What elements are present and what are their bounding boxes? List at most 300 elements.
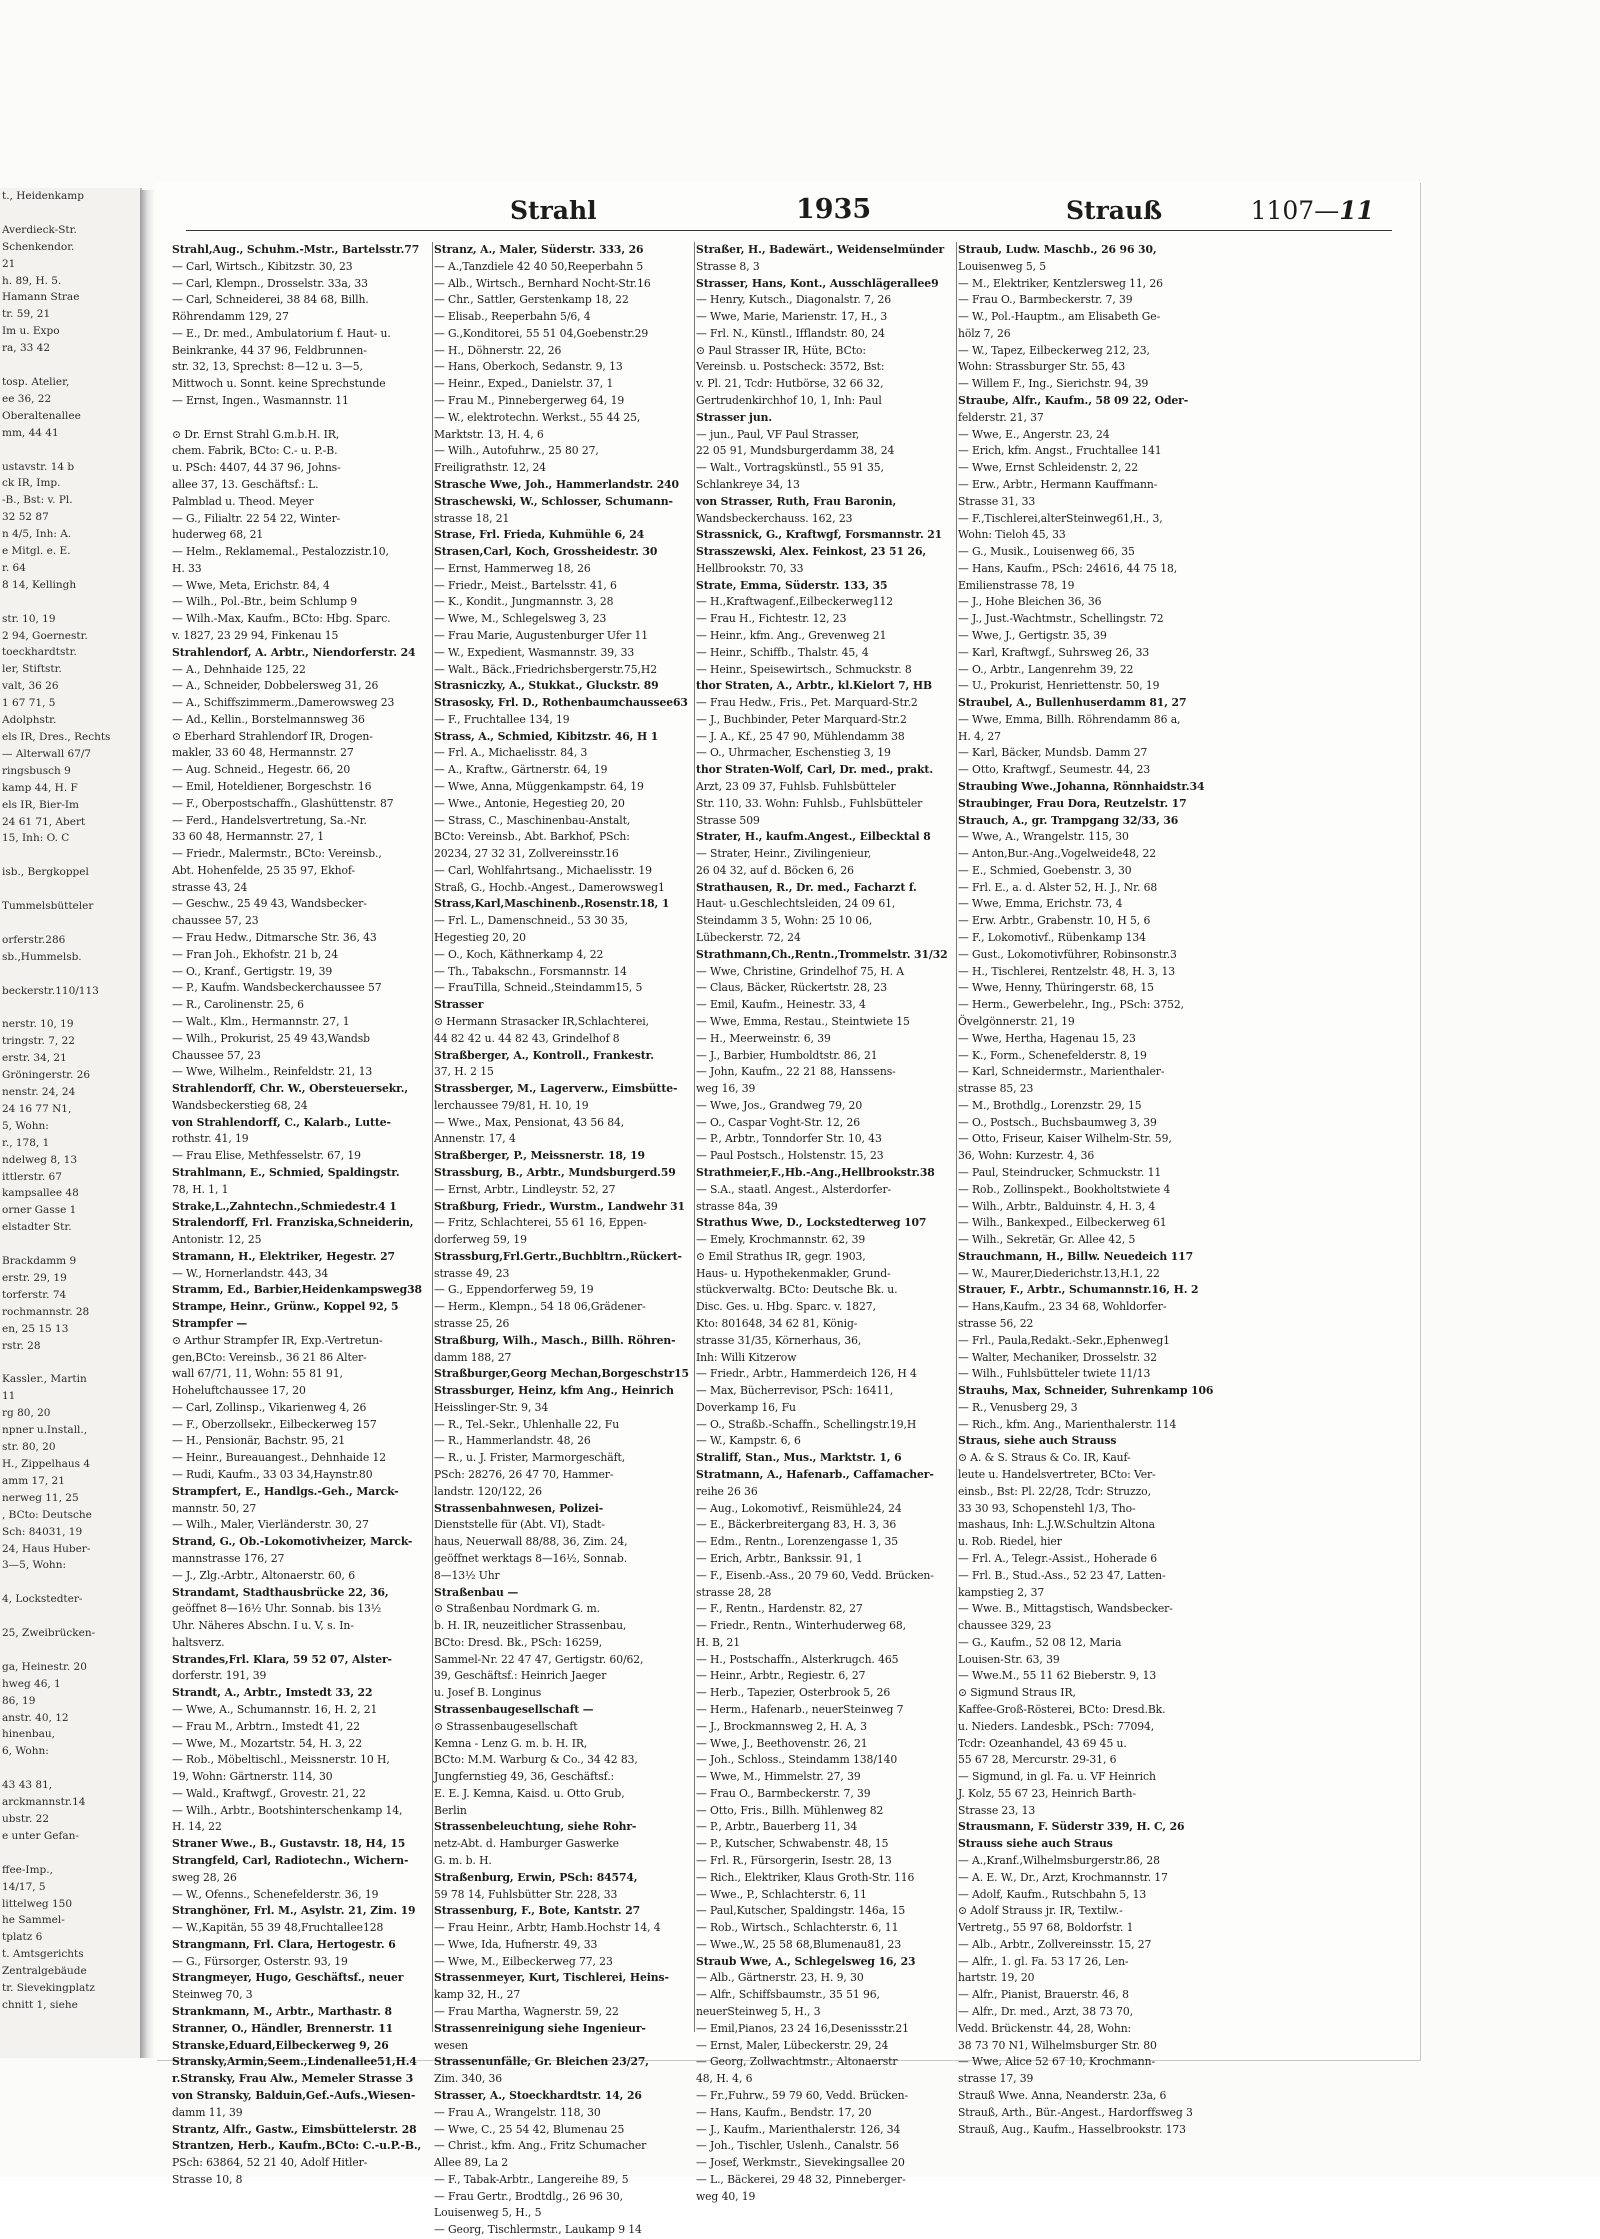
directory-entry-line: Strangmann, Frl. Clara, Hertogestr. 6 (172, 1937, 396, 1951)
directory-entry-line: Arzt, 23 09 37, Fuhlsb. Fuhlsbütteler (696, 780, 896, 793)
directory-entry-line: Straubing Wwe.,Johanna, Rönnhaidstr.34 (958, 780, 1205, 793)
directory-entry-line: u. Josef B. Longinus (434, 1686, 542, 1700)
facing-page-line: 5, Wohn: (2, 1119, 49, 1132)
directory-entry-line: — O., Koch, Käthnerkamp 4, 22 (434, 947, 604, 961)
directory-entry-line: — Wwe, A., Wrangelstr. 115, 30 (958, 830, 1129, 844)
directory-entry-line: ⊙ Dr. Ernst Strahl G.m.b.H. IR, (172, 427, 340, 441)
directory-entry-line: — Wald., Kraftwgf., Grovestr. 21, 22 (172, 1786, 366, 1800)
directory-entry-line: neuerSteinweg 5, H., 3 (696, 2005, 821, 2019)
directory-entry-line: J. Kolz, 55 67 23, Heinrich Barth- (958, 1786, 1136, 1800)
directory-entry-line: ⊙ Straßenbau Nordmark G. m. (434, 1602, 601, 1616)
directory-entry-line: — J., Zlg.-Arbtr., Altonaerstr. 60, 6 (172, 1568, 355, 1582)
directory-entry-line: — Hans, Kaufm., Bendstr. 17, 20 (696, 2105, 872, 2119)
facing-page-line (0, 1760, 140, 1777)
directory-entry-line: — Frl. L., Damenschneid., 53 30 35, (434, 914, 628, 928)
directory-entry-line: Strassenbeleuchtung, siehe Rohr- (434, 1820, 637, 1834)
directory-entry-line: — Ernst, Arbtr., Lindleystr. 52, 27 (434, 1182, 616, 1196)
facing-page-line: ringsbusch 9 (2, 764, 71, 777)
directory-entry-line: — A., Kraftw., Gärtnerstr. 64, 19 (434, 763, 608, 777)
directory-entry-line: — Karl, Bäcker, Mundsb. Damm 27 (958, 746, 1148, 760)
directory-entry-line: ⊙ Paul Strasser IR, Hüte, BCto: (696, 343, 866, 357)
directory-entry-line: — G., Musik., Louisenweg 66, 35 (958, 545, 1135, 559)
directory-entry-line: — Joh., Tischler, Uslenh., Canalstr. 56 (696, 2139, 899, 2153)
column-divider (956, 242, 957, 2032)
facing-page-line: r. 64 (2, 561, 26, 574)
directory-entry-line: — U., Prokurist, Henriettenstr. 50, 19 (958, 679, 1160, 693)
directory-entry-line: — S.A., staatl. Angest., Alsterdorfer- (696, 1182, 892, 1196)
facing-page-line: Brackdamm 9 (2, 1255, 77, 1268)
directory-entry-line: — Wwe, M., Eilbeckerweg 77, 23 (434, 1954, 613, 1968)
directory-entry-line: — Frl., Paula,Redakt.-Sekr.,Ephenweg1 (958, 1333, 1170, 1347)
facing-page-line: tringstr. 7, 22 (2, 1035, 75, 1048)
directory-entry-line: — Erich, kfm. Angst., Fruchtallee 141 (958, 444, 1162, 458)
directory-entry-line: — Rob., Wirtsch., Schlachterstr. 6, 11 (696, 1921, 899, 1935)
directory-entry-line: — Friedr., Arbtr., Hammerdeich 126, H 4 (696, 1367, 917, 1381)
directory-entry-line: strasse 85, 23 (958, 1082, 1034, 1096)
directory-entry-line: Strauß Wwe. Anna, Neanderstr. 23a, 6 (958, 2088, 1167, 2102)
directory-entry-line: — Wwe, Christine, Grindelhof 75, H. A (696, 964, 904, 978)
directory-entry-line: 48, H. 4, 6 (696, 2072, 753, 2086)
directory-entry-line: — Hans,Kaufm., 23 34 68, Wohldorfer- (958, 1300, 1167, 1314)
directory-entry-line: u. PSch: 4407, 44 37 96, Johns- (172, 461, 341, 475)
facing-page-line: ga, Heinestr. 20 (2, 1660, 87, 1673)
directory-entry-line: Strasser, A., Stoeckhardtstr. 14, 26 (434, 2088, 642, 2102)
directory-entry-line: — P., Kutscher, Schwabenstr. 48, 15 (696, 1837, 889, 1851)
directory-entry-line: — Wwe, M., Schlegelsweg 3, 23 (434, 612, 607, 626)
directory-entry-line: Strauß, Aug., Kaufm., Hasselbrookstr. 173 (958, 2122, 1186, 2136)
directory-entry-line: Emilienstrasse 78, 19 (958, 578, 1075, 592)
directory-entry-line: — Aug., Lokomotivf., Reismühle24, 24 (696, 1501, 902, 1515)
directory-entry-line: Straus, siehe auch Strauss (958, 1434, 1117, 1448)
directory-entry-line: — J., Kaufm., Marienthalerstr. 126, 34 (696, 2122, 901, 2136)
directory-entry-line: — W., Hornerlandstr. 443, 34 (172, 1266, 329, 1280)
directory-entry-line: Louisenweg 5, 5 (958, 259, 1047, 273)
directory-entry-line: — P., Arbtr., Tonndorfer Str. 10, 43 (696, 1132, 882, 1146)
directory-entry-line: — Strass, C., Maschinenbau-Anstalt, (434, 813, 631, 827)
directory-entry-line: — F., Fruchtallee 134, 19 (434, 712, 570, 726)
directory-entry-line: 37, H. 2 15 (434, 1065, 494, 1079)
directory-entry-line: strasse 25, 26 (434, 1317, 510, 1330)
directory-entry-line: Straubel, A., Bullenhuserdamm 81, 27 (958, 696, 1187, 710)
directory-entry-line: Strandes,Frl. Klara, 59 52 07, Alster- (172, 1652, 392, 1666)
directory-entry-line: — H., Tischlerei, Rentzelstr. 48, H. 3, 13 (958, 964, 1176, 978)
directory-entry-line: — Rudi, Kaufm., 33 03 34,Haynstr.80 (172, 1468, 373, 1482)
directory-entry-line: — J., Hohe Bleichen 36, 36 (958, 595, 1102, 609)
directory-entry-line: Chaussee 57, 23 (172, 1048, 261, 1062)
directory-entry-line: ⊙ Strassenbaugesellschaft (434, 1719, 578, 1733)
directory-entry-line: Strassenburg, F., Bote, Kantstr. 27 (434, 1904, 641, 1918)
directory-entry-line: — Wwe, Meta, Erichstr. 84, 4 (172, 578, 330, 592)
directory-entry-line: rothstr. 41, 19 (172, 1132, 249, 1146)
facing-page-line (0, 442, 140, 459)
directory-entry-line: — Anton,Bur.-Ang.,Vogelweide48, 22 (958, 847, 1157, 861)
directory-entry-line: — Wwe, E., Angerstr. 23, 24 (958, 427, 1110, 441)
directory-entry-line: Haut- u.Geschlechtsleiden, 24 09 61, (696, 897, 896, 911)
directory-entry-line: 26 04 32, auf d. Böcken 6, 26 (696, 863, 854, 877)
directory-entry-line: Louisenweg 5, H., 5 (434, 2206, 542, 2220)
directory-entry-line: Straßberger, A., Kontroll., Frankestr. (434, 1048, 654, 1062)
directory-entry-line: Strantz, Alfr., Gastw., Eimsbüttelerstr. 28 (172, 2122, 417, 2136)
facing-page-line: , BCto: Deutsche (2, 1508, 92, 1521)
directory-entry-line: — Frau M., Pinnebergerweg 64, 19 (434, 394, 625, 408)
directory-entry-line: — Friedr., Malermstr., BCto: Vereinsb., (172, 847, 382, 861)
facing-page-line (0, 1236, 140, 1253)
facing-page-line: t., Heidenkamp (2, 190, 84, 202)
directory-entry-line: — Ferd., Handelsvertretung, Sa.-Nr. (172, 813, 367, 827)
directory-entry-line: — Frau Heinr., Arbtr, Hamb.Hochstr 14, 4 (434, 1921, 661, 1935)
directory-entry-line: — Karl, Schneidermstr., Marienthaler- (958, 1065, 1165, 1079)
directory-entry-line: — Walter, Mechaniker, Drosselstr. 32 (958, 1350, 1158, 1364)
facing-page-line: Im u. Expo (2, 325, 60, 338)
directory-entry-line: Wohn: Strassburger Str. 55, 43 (958, 360, 1126, 374)
directory-entry-line: Strandt, A., Arbtr., Imstedt 33, 22 (172, 1686, 373, 1700)
facing-page-line: t. Amtsgerichts (2, 1948, 84, 1961)
directory-entry-line: Hegestieg 20, 20 (434, 931, 526, 945)
directory-entry-line: — E., Schmied, Goebenstr. 3, 30 (958, 863, 1132, 877)
directory-entry-line: netz-Abt. d. Hamburger Gaswerke (434, 1837, 619, 1851)
directory-entry-line: H. 4, 27 (958, 729, 1001, 743)
directory-page (156, 182, 1420, 2237)
directory-entry-line: Strahlendorff, Chr. W., Obersteuersekr., (172, 1082, 409, 1096)
directory-entry-line: — E., Dr. med., Ambulatorium f. Haut- u. (172, 326, 391, 340)
directory-entry-line: — H., Pensionär, Bachstr. 95, 21 (172, 1434, 346, 1448)
facing-page-line: — Alterwall 67/7 (2, 747, 92, 760)
directory-entry-line: — R., Hammerlandstr. 48, 26 (434, 1434, 591, 1448)
directory-entry-line: 22 05 91, Mundsburgerdamm 38, 24 (696, 444, 895, 458)
facing-page-line: Tummelsbütteler (2, 900, 94, 913)
directory-entry-line: — Emil,Pianos, 23 24 16,Desenissstr.21 (696, 2021, 909, 2035)
directory-entry-line: — E., Bäckerbreitergang 83, H. 3, 36 (696, 1518, 897, 1532)
directory-entry-line: — Wilh., Sekretär, Gr. Allee 42, 5 (958, 1233, 1136, 1247)
directory-entry-line: Röhrendamm 129, 27 (172, 310, 289, 324)
directory-entry-line: — J., Buchbinder, Peter Marquard-Str.2 (696, 712, 907, 726)
directory-entry-line: v. 1827, 23 29 94, Finkenau 15 (172, 628, 339, 642)
facing-page-line: hweg 46, 1 (2, 1677, 61, 1690)
directory-entry-line: BCto: Dresd. Bk., PSch: 16259, (434, 1635, 603, 1649)
directory-entry-line: thor Straten-Wolf, Carl, Dr. med., prakt. (696, 763, 933, 777)
directory-entry-line: — Frl. N., Künstl., Ifflandstr. 80, 24 (696, 326, 885, 340)
directory-entry-line: hartstr. 19, 20 (958, 1971, 1035, 1985)
facing-page-line: chnitt 1, siehe (2, 1998, 78, 2011)
directory-entry-line: — R., u. J. Frister, Marmorgeschäft, (434, 1451, 626, 1465)
facing-page-line: erstr. 29, 19 (2, 1272, 67, 1284)
column-3 (696, 242, 954, 2203)
facing-page-line: str. 80, 20 (2, 1441, 56, 1454)
facing-page-line: h. 89, H. 5. (2, 274, 62, 287)
directory-entry-line: Doverkamp 16, Fu (696, 1400, 796, 1414)
directory-entry-line: Strate, Emma, Süderstr. 133, 35 (696, 578, 888, 592)
directory-entry-line: — Wwe, M., Mozartstr. 54, H. 3, 22 (172, 1736, 363, 1750)
directory-entry-line: — G., Kaufm., 52 08 12, Maria (958, 1635, 1122, 1649)
facing-page-line: str. 10, 19 (2, 612, 56, 625)
directory-entry-line: strasse 43, 24 (172, 880, 248, 894)
directory-entry-line: Strasosky, Frl. D., Rothenbaumchaussee63 (434, 696, 688, 710)
directory-entry-line: — O., Straßb.-Schaffn., Schellingstr.19,H (696, 1417, 917, 1431)
directory-entry-line: Str. 110, 33. Wohn: Fuhlsb., Fuhlsbütteler (696, 796, 923, 810)
directory-entry-line: huderweg 68, 21 (172, 528, 264, 542)
directory-entry-line: — F., Lokomotivf., Rübenkamp 134 (958, 931, 1146, 945)
facing-page-line: anstr. 40, 12 (2, 1711, 69, 1724)
facing-page-line: n 4/5, Inh: A. (2, 528, 72, 541)
directory-entry-line: 38 73 70 N1, Wilhelmsburger Str. 80 (958, 2038, 1157, 2052)
directory-entry-line: — Josef, Werkmstr., Sievekingsallee 20 (696, 2156, 905, 2170)
directory-entry-line: — Alb., Wirtsch., Bernhard Nocht-Str.16 (434, 276, 651, 290)
directory-entry-line: — Wwe, Wilhelm., Reinfeldstr. 21, 13 (172, 1065, 373, 1079)
directory-entry-line: — Wilh., Autofuhrw., 25 80 27, (434, 444, 599, 458)
directory-entry-line: — Herm., Klempn., 54 18 06,Grädener- (434, 1300, 646, 1314)
directory-entry-line: Vereinsb. u. Postscheck: 3572, Bst: (696, 360, 885, 374)
directory-entry-line: Straub Wwe, A., Schlegelsweg 16, 23 (696, 1954, 916, 1968)
directory-entry-line: — Frl. A., Michaelisstr. 84, 3 (434, 746, 588, 760)
facing-page-line: 2 94, Goernestr. (2, 629, 88, 642)
column-1 (172, 242, 430, 2186)
directory-entry-line: Mittwoch u. Sonnt. keine Sprechstunde (172, 377, 386, 391)
directory-entry-line: Jungfernstieg 49, 36, Geschäftsf.: (434, 1770, 615, 1784)
directory-entry-line: mashaus, Inh: L.J.W.Schultzin Altona (958, 1518, 1155, 1532)
running-header (186, 188, 1392, 234)
facing-page-line: 25, Zweibrücken- (2, 1627, 96, 1640)
directory-entry-line: ⊙ Hermann Strasacker IR,Schlachterei, (434, 1014, 649, 1028)
directory-entry-line: Stratmann, A., Hafenarb., Caffamacher- (696, 1468, 934, 1482)
directory-entry-line: Strahl,Aug., Schuhm.-Mstr., Bartelsstr.77 (172, 243, 420, 256)
directory-entry-line: dorferstr. 191, 39 (172, 1669, 267, 1683)
facing-page-line: kamp 44, H. F (2, 781, 78, 794)
directory-entry-line: — Frau Marie, Augustenburger Ufer 11 (434, 628, 649, 642)
directory-entry-line: Kto: 801648, 34 62 81, König- (696, 1317, 858, 1330)
header-rule (186, 230, 1392, 231)
directory-entry-line: — Wwe.,W., 25 58 68,Blumenau81, 23 (696, 1937, 902, 1951)
directory-entry-line: — K., Kondit., Jungmannstr. 3, 28 (434, 595, 614, 609)
directory-entry-line: — Alfr., Schiffsbaumstr., 35 51 96, (696, 1988, 880, 2002)
directory-entry-line: Straßenbau — (434, 1585, 519, 1599)
directory-entry-line: G. m. b. H. (434, 1854, 492, 1867)
directory-entry-line: Strassburger, Heinz, kfm Ang., Heinrich (434, 1384, 674, 1398)
directory-entry-line: ⊙ Adolf Strauss jr. IR, Textilw.- (958, 1904, 1123, 1918)
directory-entry-line: Strangmeyer, Hugo, Geschäftsf., neuer (172, 1971, 404, 1985)
directory-entry-line: Strahlmann, E., Schmied, Spaldingstr. (172, 1165, 400, 1179)
directory-entry-line: — Hans, Kaufm., PSch: 24616, 44 75 18, (958, 561, 1178, 575)
facing-page-line (0, 881, 140, 898)
directory-entry-line: — Wwe, Marie, Marienstr. 17, H., 3 (696, 310, 888, 324)
directory-entry-line: — Heinr., Exped., Danielstr. 37, 1 (434, 377, 614, 391)
directory-entry-line: — Rob., Möbeltischl., Meissnerstr. 10 H, (172, 1753, 390, 1767)
directory-entry-line: Hoheluftchaussee 17, 20 (172, 1384, 306, 1398)
directory-entry-line: — Wwe, Emma, Billh. Röhrendamm 86 a, (958, 712, 1181, 726)
directory-entry-line: — Emil, Kaufm., Heinestr. 33, 4 (696, 998, 866, 1012)
directory-entry-line: Annenstr. 17, 4 (434, 1132, 516, 1146)
directory-entry-line: 55 67 28, Mercurstr. 29-31, 6 (958, 1753, 1117, 1767)
directory-entry-line: wesen (434, 2038, 469, 2052)
facing-page-line: erstr. 34, 21 (2, 1052, 67, 1065)
directory-entry-line: Schlankreye 34, 13 (696, 477, 800, 491)
directory-entry-line: geöffnet 8—16½ Uhr. Sonnab. bis 13½ (172, 1602, 382, 1616)
directory-entry-line: Stramann, H., Elektriker, Hegestr. 27 (172, 1249, 395, 1263)
directory-entry-line: lerchaussee 79/81, H. 10, 19 (434, 1098, 589, 1112)
directory-entry-line: — Helm., Reklamemal., Pestalozzistr.10, (172, 545, 389, 559)
directory-entry-line: — M., Elektriker, Kentzlersweg 11, 26 (958, 276, 1163, 290)
directory-entry-line: damm 11, 39 (172, 2105, 243, 2119)
directory-entry-line: Strassburg, B., Arbtr., Mundsburgerd.59 (434, 1165, 676, 1179)
facing-page-line: 21 (2, 257, 16, 270)
directory-entry-line: — A.,Tanzdiele 42 40 50,Reeperbahn 5 (434, 259, 644, 273)
directory-entry-line: 20234, 27 32 31, Zollvereinsstr.16 (434, 847, 619, 861)
directory-entry-line: — Alfr., 1. gl. Fa. 53 17 26, Len- (958, 1954, 1129, 1968)
directory-entry-line: chaussee 329, 23 (958, 1619, 1052, 1633)
directory-entry-line: Wandsbeckerchauss. 162, 23 (696, 511, 853, 525)
directory-entry-line: Stranske,Eduard,Eilbeckerweg 9, 26 (172, 2038, 389, 2052)
directory-entry-line: Strampfer — (172, 1317, 248, 1330)
directory-entry-line: Straßburg, Friedr., Wurstm., Landwehr 31 (434, 1199, 685, 1213)
directory-entry-line: — Heinr., Schiffb., Thalstr. 45, 4 (696, 645, 869, 659)
directory-entry-line: — F., Eisenb.-Ass., 20 79 60, Vedd. Brücken- (696, 1568, 934, 1582)
directory-entry-line: Strathausen, R., Dr. med., Facharzt f. (696, 880, 917, 894)
directory-entry-line: — P., Arbtr., Bauerberg 11, 34 (696, 1820, 858, 1834)
directory-entry-line: 59 78 14, Fuhlsbütter Str. 228, 33 (434, 1887, 618, 1901)
directory-entry-line: 33 60 48, Hermannstr. 27, 1 (172, 830, 324, 844)
facing-page-line: 24 16 77 N1, (2, 1102, 72, 1115)
directory-entry-line: Strasse 509 (696, 813, 760, 827)
directory-entry-line: 39, Geschäftsf.: Heinrich Jaeger (434, 1669, 607, 1683)
directory-entry-line: Strathmann,Ch.,Rentn.,Trommelstr. 31/32 (696, 947, 948, 961)
directory-entry-line: kampstieg 2, 37 (958, 1585, 1045, 1599)
facing-page-line: 11 (2, 1390, 16, 1403)
directory-entry-line: weg 16, 39 (696, 1082, 756, 1096)
directory-entry-line: Zim. 340, 36 (434, 2072, 503, 2086)
directory-entry-line: — Fritz, Schlachterei, 55 61 16, Eppen- (434, 1216, 647, 1230)
directory-entry-line: Strassnick, G., Kraftwgf, Forsmannstr. 21 (696, 528, 943, 542)
directory-entry-line: ⊙ Emil Strathus IR, gegr. 1903, (696, 1249, 866, 1263)
directory-entry-line: — Rob., Zollinspekt., Bookholtstwiete 4 (958, 1182, 1171, 1196)
facing-page-line: Hamann Strae (2, 291, 80, 304)
directory-entry-line: — Rich., kfm. Ang., Marienthalerstr. 114 (958, 1417, 1177, 1431)
directory-entry-line: strasse 84a, 39 (696, 1199, 778, 1213)
directory-entry-line: Strauß, Arth., Bür.-Angest., Hardorffsweg 3 (958, 2105, 1193, 2119)
directory-entry-line: E. E. J. Kemna, Kaisd. u. Otto Grub, (434, 1786, 625, 1800)
directory-entry-line: strasse 56, 22 (958, 1317, 1034, 1330)
facing-page-line: elstadter Str. (2, 1221, 72, 1234)
facing-page-line: tosp. Atelier, (2, 375, 70, 388)
directory-entry-line: — Alb., Arbtr., Zollvereinsstr. 15, 27 (958, 1937, 1152, 1951)
directory-entry-line: — Heinr., Arbtr., Regiestr. 6, 27 (696, 1669, 866, 1683)
facing-page-line (0, 205, 140, 222)
directory-entry-line: — Wwe, Anna, Müggenkampstr. 64, 19 (434, 780, 644, 793)
facing-page-line: Gröningerstr. 26 (2, 1069, 91, 1082)
directory-entry-line: — Walt., Bäck.,Friedrichsbergerstr.75,H2 (434, 662, 657, 676)
directory-entry-line: u. Nieders. Landesbk., PSch: 77094, (958, 1719, 1155, 1733)
directory-entry-line: PSch: 28276, 26 47 70, Hammer- (434, 1468, 614, 1482)
facing-page-line: ubstr. 22 (2, 1813, 49, 1825)
directory-entry-line: — Heinr., kfm. Ang., Grevenweg 21 (696, 628, 887, 642)
facing-page-line: nenstr. 24, 24 (2, 1086, 76, 1099)
directory-entry-line: gen,BCto: Vereinsb., 36 21 86 Alter- (172, 1350, 367, 1364)
directory-entry-line: einsb., Bst: Pl. 22/28, Tcdr: Struzzo, (958, 1484, 1151, 1498)
directory-entry-line: — G., Filialtr. 22 54 22, Winter- (172, 511, 341, 525)
directory-entry-line: — Paul, Steindrucker, Schmuckstr. 11 (958, 1165, 1162, 1179)
directory-entry-line: — Wwe, Hertha, Hagenau 15, 23 (958, 1031, 1136, 1045)
directory-entry-line: — O., Uhrmacher, Eschenstieg 3, 19 (696, 746, 891, 760)
directory-entry-line: — F., Tabak-Arbtr., Langereihe 89, 5 (434, 2172, 629, 2186)
facing-page-line: Kassler., Martin (2, 1373, 87, 1386)
directory-entry-line: — Karl, Kraftwgf., Suhrsweg 26, 33 (958, 645, 1150, 659)
directory-entry-line: Straß, G., Hochb.-Angest., Damerowsweg1 (434, 880, 665, 894)
directory-entry-line: Vertretg., 55 97 68, Boldorfstr. 1 (958, 1921, 1134, 1935)
directory-entry-line: — Paul Postsch., Holstenstr. 15, 23 (696, 1149, 884, 1163)
facing-page-line: ler, Stiftstr. (2, 663, 62, 676)
directory-entry-line: Strass, A., Schmied, Kibitzstr. 46, H 1 (434, 729, 659, 743)
facing-page-line: npner u.Install., (2, 1424, 88, 1437)
directory-entry-line: — W., Tapez, Eilbeckerweg 212, 23, (958, 343, 1150, 357)
directory-entry-line: — W., elektrotechn. Werkst., 55 44 25, (434, 410, 641, 424)
directory-entry-line: — G., Fürsorger, Osterstr. 93, 19 (172, 1954, 348, 1968)
directory-entry-line: geöffnet werktags 8—16½, Sonnab. (434, 1551, 628, 1565)
directory-entry-line: — R., Tel.-Sekr., Uhlenhalle 22, Fu (434, 1417, 620, 1431)
facing-page-line: ra, 33 42 (2, 342, 51, 355)
directory-entry-line: — Wilh., Prokurist, 25 49 43,Wandsb (172, 1031, 370, 1045)
directory-entry-line: Stransky,Armin,Seem.,Lindenallee51,H.4 (172, 2055, 417, 2069)
directory-entry-line: — Wwe., P., Schlachterstr. 6, 11 (696, 1887, 867, 1901)
directory-entry-line: — Friedr., Meist., Bartelsstr. 41, 6 (434, 578, 617, 592)
directory-entry-line: — Henry, Kutsch., Diagonalstr. 7, 26 (696, 293, 892, 307)
directory-entry-line: Strasse 10, 8 (172, 2172, 243, 2186)
facing-page-line: en, 25 15 13 (2, 1322, 69, 1335)
directory-entry-line: strasse 28, 28 (696, 1585, 772, 1599)
facing-page-line: Averdieck-Str. (2, 223, 77, 236)
facing-page-line: 15, Inh: O. C (2, 832, 70, 845)
directory-entry-line: — Wwe, C., 25 54 42, Blumenau 25 (434, 2122, 625, 2136)
directory-entry-line: — Wwe, Jos., Grandweg 79, 20 (696, 1098, 863, 1112)
directory-entry-line: — A.,Kranf.,Wilhelmsburgerstr.86, 28 (958, 1854, 1160, 1867)
directory-entry-line: — A. E. W., Dr., Arzt, Krochmannstr. 17 (958, 1870, 1168, 1884)
directory-entry-line: mannstrasse 176, 27 (172, 1551, 285, 1565)
directory-entry-line: Strantzen, Herb., Kaufm.,BCto: C.-u.P.-B., (172, 2139, 422, 2153)
facing-page-line: amm 17, 21 (2, 1474, 65, 1487)
directory-entry-line: — Emil, Hoteldiener, Borgeschstr. 16 (172, 780, 372, 793)
facing-page-line: 1 67 71, 5 (2, 697, 56, 710)
directory-entry-line: — jun., Paul, VF Paul Strasser, (696, 427, 860, 441)
directory-entry-line: makler, 33 60 48, Hermannstr. 27 (172, 746, 354, 760)
directory-entry-line: — Wilh., Pol.-Btr., beim Schlump 9 (172, 595, 357, 609)
page-number: 1107—11 (1250, 196, 1374, 225)
directory-entry-line: ⊙ Sigmund Straus IR, (958, 1686, 1076, 1700)
directory-entry-line: — W., Expedient, Wasmannstr. 39, 33 (434, 645, 635, 659)
directory-entry-line: H. 14, 22 (172, 1820, 222, 1834)
directory-entry-line: — G., Eppendorferweg 59, 19 (434, 1283, 594, 1297)
directory-entry-line: — Ernst, Maler, Lübeckerstr. 29, 24 (696, 2038, 889, 2052)
directory-entry-line: — Frau Hedw., Fris., Pet. Marquard-Str.2 (696, 696, 918, 710)
directory-entry-line: sweg 28, 26 (172, 1870, 237, 1884)
directory-entry-line: — A., Dehnhaide 125, 22 (172, 662, 306, 676)
directory-entry-line: — Geschw., 25 49 43, Wandsbecker- (172, 897, 367, 911)
directory-entry-line: — O., Arbtr., Langenrehm 39, 22 (958, 662, 1134, 676)
directory-entry-line: Disc. Ges. u. Hbg. Sparc. v. 1827, (696, 1300, 876, 1314)
directory-entry-line: Straßburger,Georg Mechan,Borgeschstr15 (434, 1367, 689, 1381)
directory-entry-line: stückverwaltg. BCto: Deutsche Bk. u. (696, 1283, 898, 1297)
directory-entry-line: — FrauTilla, Schneid.,Steindamm15, 5 (434, 981, 643, 995)
directory-entry-line: — Frau A., Wrangelstr. 118, 30 (434, 2105, 601, 2119)
directory-entry-line: Stranz, A., Maler, Süderstr. 333, 26 (434, 243, 644, 256)
directory-entry-line: ⊙ Eberhard Strahlendorf IR, Drogen- (172, 729, 373, 743)
directory-entry-line: — F.,Tischlerei,alterSteinweg61,H., 3, (958, 511, 1163, 525)
directory-entry-line: Straßburg, Wilh., Masch., Billh. Röhren- (434, 1333, 676, 1347)
directory-entry-line: — Wwe., Max, Pensionat, 43 56 84, (434, 1115, 625, 1129)
directory-entry-line: strasse 49, 23 (434, 1266, 510, 1280)
facing-page-line: els IR, Dres., Rechts (2, 731, 111, 743)
directory-entry-line: von Stransky, Balduin,Gef.-Aufs.,Wiesen- (172, 2088, 416, 2102)
facing-page-line: Zentralgebäude (2, 1965, 87, 1978)
directory-entry-line: — Herb., Tapezier, Osterbrook 5, 26 (696, 1686, 891, 1700)
directory-entry-line: H. 33 (172, 561, 202, 575)
directory-entry-line: Strasszewski, Alex. Feinkost, 23 51 26, (696, 545, 927, 559)
